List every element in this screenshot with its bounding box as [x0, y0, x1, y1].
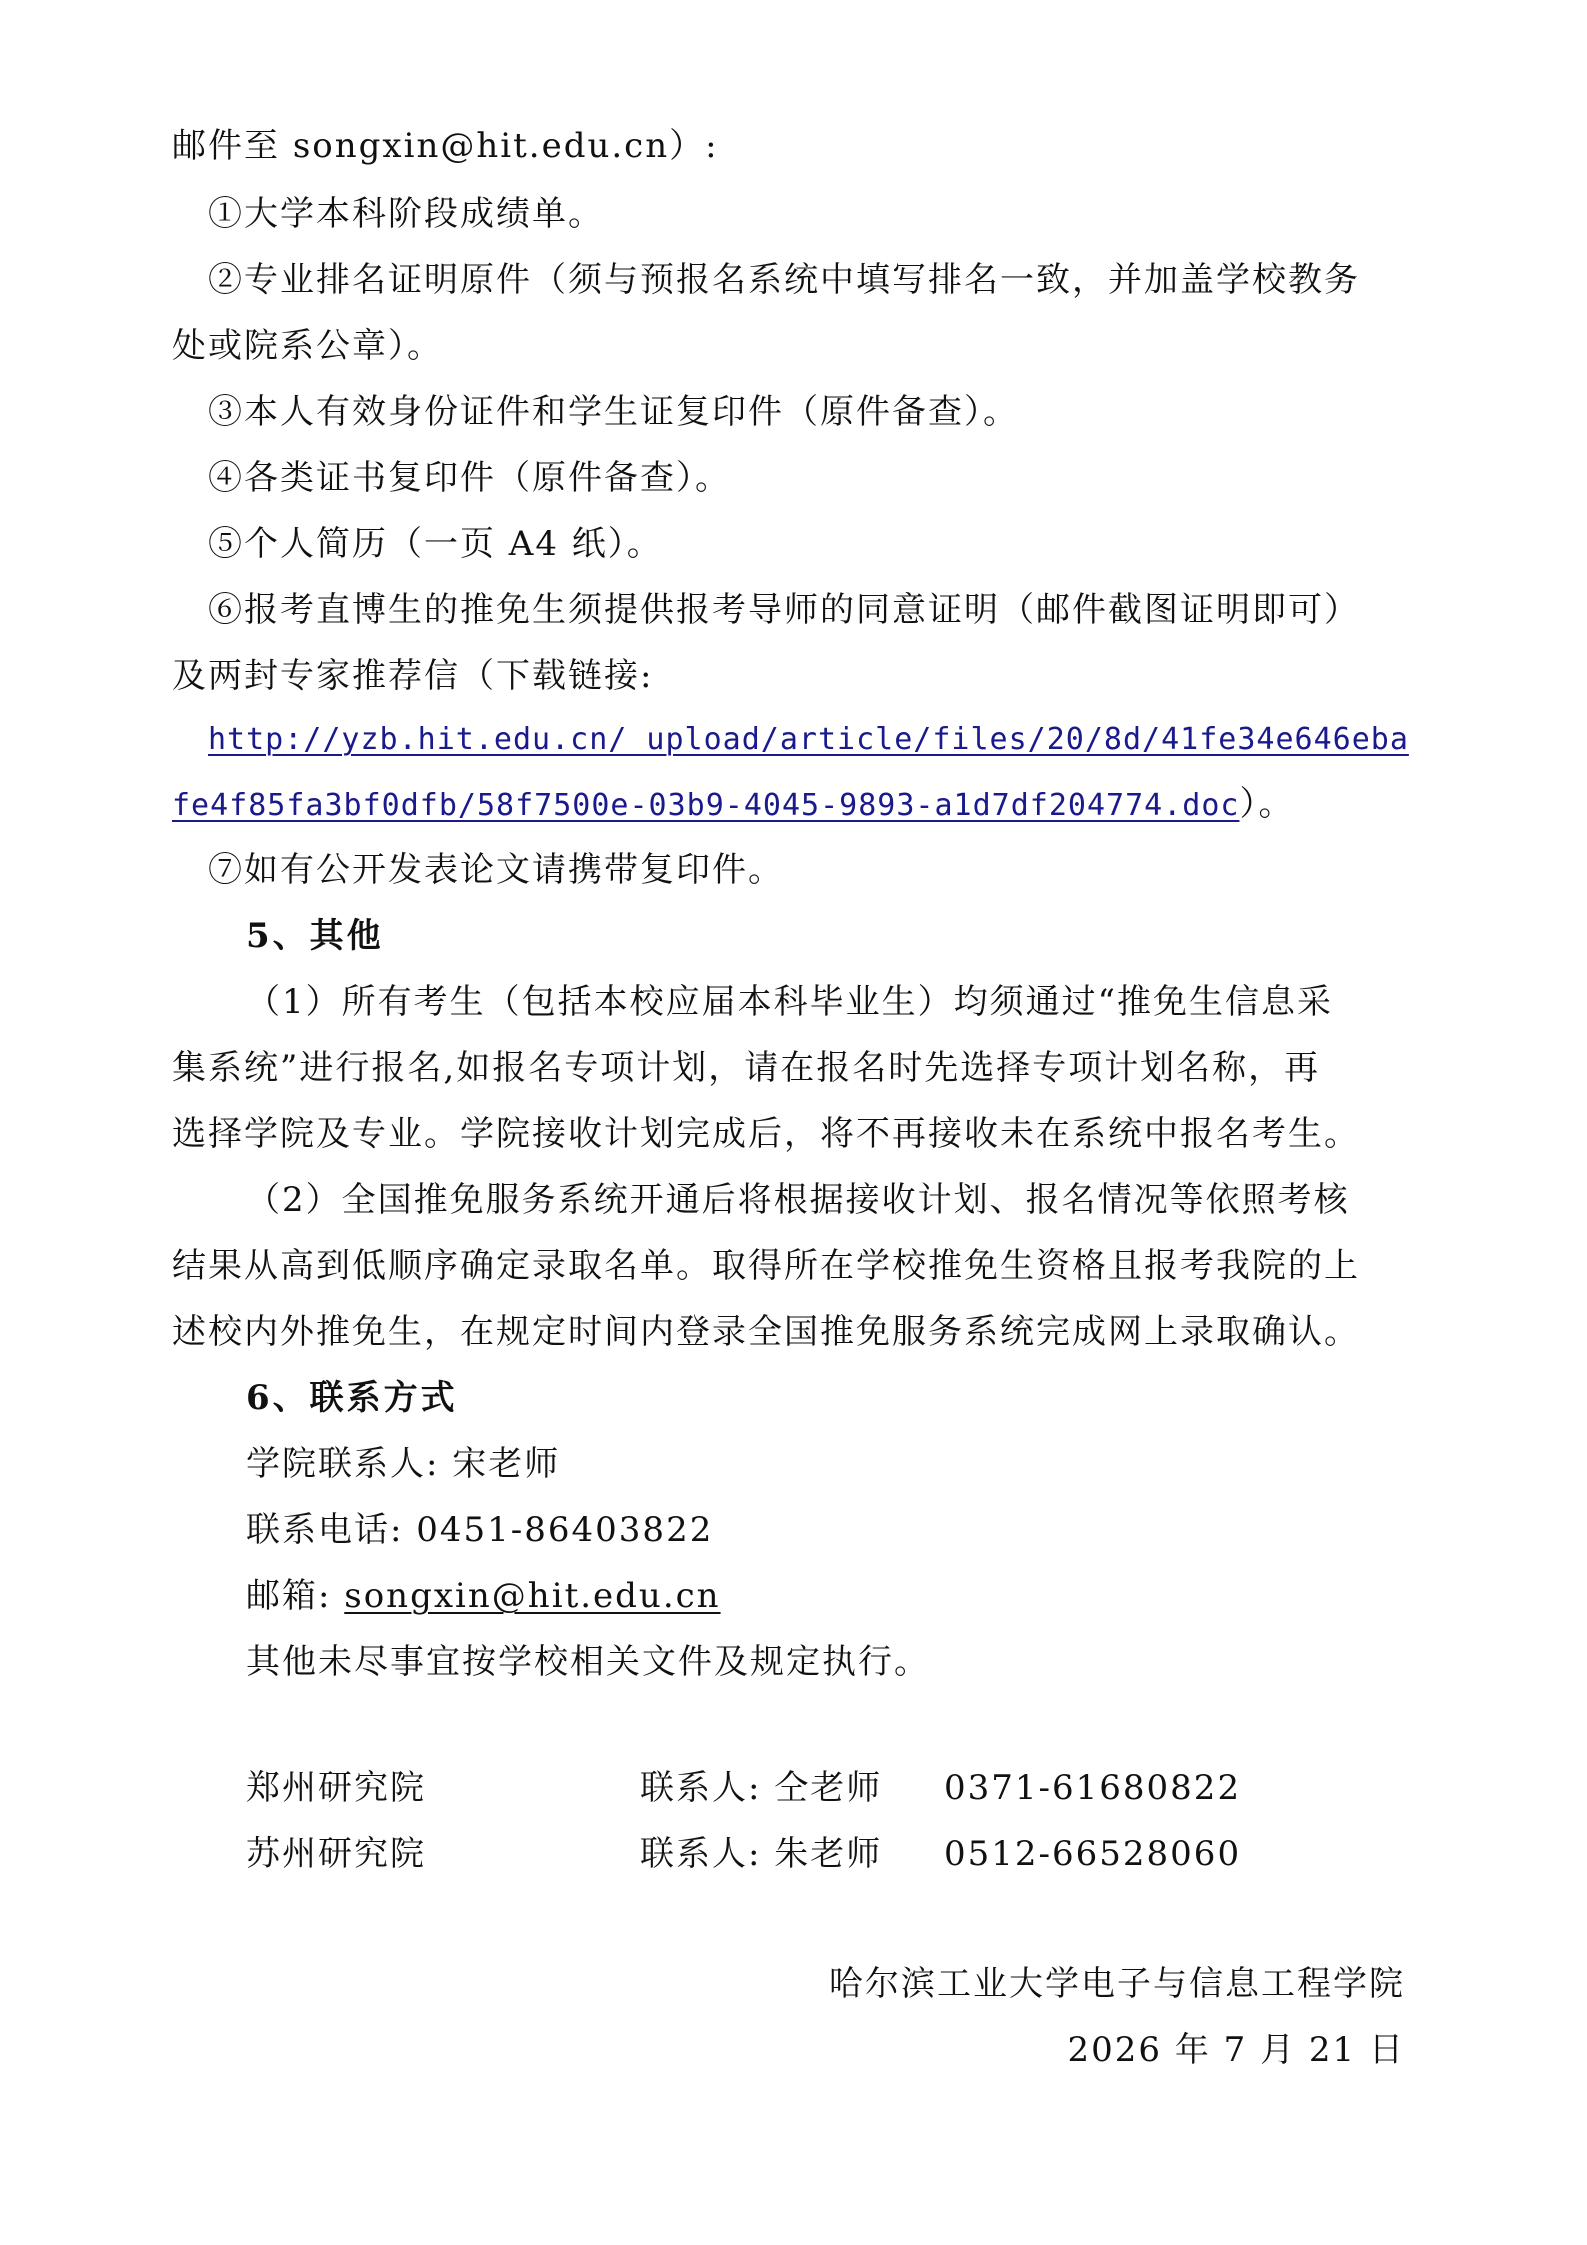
material-item-6-line-1: ⑥报考直博生的推免生须提供报考导师的同意证明（邮件截图证明即可）: [208, 590, 1360, 630]
download-link-suffix: ）。: [1239, 784, 1295, 824]
download-link-line-1[interactable]: http://yzb.hit.edu.cn/_upload/article/files/20/8d/41fe34e646eba: [208, 722, 1409, 757]
section-5-title: 5、其他: [246, 916, 384, 956]
material-item-1: ①大学本科阶段成绩单。: [208, 194, 604, 234]
institute-name: 苏州研究院: [246, 1834, 426, 1874]
contact-person: 学院联系人: 宋老师: [246, 1444, 561, 1484]
intro-prefix: 邮件至: [172, 126, 293, 166]
material-item-5: ⑤个人简历（一页 A4 纸）。: [208, 524, 663, 564]
institute-phone: 0512-66528060: [944, 1834, 1242, 1874]
download-link-line-2-wrapper: [172, 782, 1294, 828]
contact-phone: 联系电话: 0451-86403822: [246, 1510, 714, 1550]
signature-date: 2026 年 7 月 21 日: [1067, 2030, 1405, 2070]
contact-email-link[interactable]: songxin@hit.edu.cn: [344, 1576, 721, 1616]
material-item-4: ④各类证书复印件（原件备查）。: [208, 458, 731, 498]
material-item-2-line-1: ②专业排名证明原件（须与预报名系统中填写排名一致，并加盖学校教务: [208, 260, 1360, 300]
institute-contact: 联系人: 仝老师: [640, 1768, 883, 1808]
intro-line: [172, 124, 719, 168]
section-5-p1-line-2: 集系统”进行报名,如报名专项计划，请在报名时先选择专项计划名称，再: [172, 1048, 1321, 1088]
contact-email-line: [246, 1574, 721, 1618]
institute-phone: 0371-61680822: [944, 1768, 1242, 1808]
intro-email-link[interactable]: songxin@hit.edu.cn: [292, 126, 670, 166]
section-6-title: 6、联系方式: [246, 1378, 458, 1418]
section-5-p1-line-3: 选择学院及专业。学院接收计划完成后，将不再接收未在系统中报名考生。: [172, 1114, 1360, 1154]
material-item-7: ⑦如有公开发表论文请携带复印件。: [208, 850, 784, 890]
material-item-3: ③本人有效身份证件和学生证复印件（原件备查）。: [208, 392, 1019, 432]
institute-contact: 联系人: 朱老师: [640, 1834, 883, 1874]
section-5-p2-line-3: 述校内外推免生，在规定时间内登录全国推免服务系统完成网上录取确认。: [172, 1312, 1360, 1352]
section-5-p1-line-1: （1）所有考生（包括本校应届本科毕业生）均须通过“推免生信息采: [246, 982, 1334, 1022]
other-matters: 其他未尽事宜按学校相关文件及规定执行。: [246, 1642, 930, 1682]
material-item-6-line-2: 及两封专家推荐信（下载链接:: [172, 656, 654, 696]
signature-org: 哈尔滨工业大学电子与信息工程学院: [829, 1964, 1405, 2004]
institute-name: 郑州研究院: [246, 1768, 426, 1808]
material-item-2-line-2: 处或院系公章）。: [172, 326, 443, 366]
section-5-p2-line-2: 结果从高到低顺序确定录取名单。取得所在学校推免生资格且报考我院的上: [172, 1246, 1360, 1286]
section-5-p2-line-1: （2）全国推免服务系统开通后将根据接收计划、报名情况等依照考核: [246, 1180, 1350, 1220]
intro-suffix: ）:: [669, 126, 719, 166]
contact-email-label: 邮箱:: [246, 1576, 345, 1616]
download-link-line-2[interactable]: fe4f85fa3bf0dfb/58f7500e-03b9-4045-9893-a1d7df204774.doc: [172, 788, 1240, 823]
